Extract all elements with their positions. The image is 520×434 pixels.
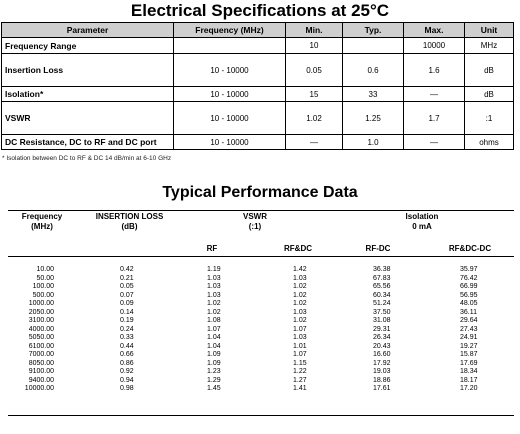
table-cell: 1.19 <box>207 266 221 273</box>
footnote: * Isolation between DC to RF & DC 14 dB/min at 6-10 GHz <box>2 155 172 162</box>
unit-cell: ohms <box>465 135 514 150</box>
table-cell: 2050.00 <box>28 308 54 316</box>
column-iso-rf-dc <box>373 266 403 394</box>
table-cell: 1000.00 <box>28 300 54 307</box>
table-cell: 1.03 <box>293 308 307 316</box>
typ-cell: 1.0 <box>343 135 404 150</box>
unit-cell: dB <box>465 54 514 87</box>
table-cell: 50.00 <box>36 274 54 282</box>
table-cell: 1.07 <box>293 351 307 358</box>
unit-cell: :1 <box>465 102 514 135</box>
table-cell: 29.31 <box>373 325 391 333</box>
table-cell: 35.97 <box>460 266 478 273</box>
table-cell: 26.34 <box>373 334 391 341</box>
table-rule-bottom <box>8 415 514 416</box>
table-cell: 1.07 <box>207 325 221 333</box>
table-cell: 17.92 <box>373 359 391 367</box>
table-cell: 20.43 <box>373 342 391 350</box>
table-cell: 1.04 <box>207 342 221 350</box>
column-vswr-rf <box>207 266 237 394</box>
table-cell: 1.03 <box>293 334 307 341</box>
table-cell: 0.98 <box>120 385 134 392</box>
table-cell: 29.64 <box>460 317 478 324</box>
table-cell: 60.34 <box>373 291 391 299</box>
header-insertion-loss <box>82 212 177 232</box>
max-cell: — <box>404 87 465 102</box>
header-isolation <box>392 212 452 232</box>
table-cell: 500.00 <box>32 291 54 299</box>
table-cell: 0.21 <box>120 274 134 282</box>
header-frequency-label: Frequency <box>21 212 63 221</box>
table-cell: 1.22 <box>293 368 307 375</box>
subheader-rfdc: RF&DC <box>284 244 312 253</box>
table-cell: 27.43 <box>460 325 478 333</box>
table-cell: 1.23 <box>207 368 221 375</box>
table-cell: 0.09 <box>120 300 134 307</box>
spec-title: Electrical Specifications at 25°C <box>130 1 390 20</box>
column-frequency <box>12 266 54 394</box>
header-vswr <box>225 212 285 232</box>
table-cell: 15.87 <box>460 351 478 358</box>
table-cell: 1.09 <box>207 351 221 358</box>
table-cell: 16.60 <box>373 351 391 358</box>
table-cell: 1.27 <box>293 376 307 384</box>
table-cell: 8050.00 <box>28 359 54 367</box>
table-cell: 0.92 <box>120 368 134 375</box>
header-unit: Unit <box>465 23 514 38</box>
header-iso-label: Isolation <box>405 212 439 221</box>
subheader-rf: RF <box>206 244 218 253</box>
min-cell: 1.02 <box>286 102 343 135</box>
column-iso-rfdc-dc <box>460 266 490 394</box>
table-cell: 18.17 <box>460 376 478 384</box>
table-cell: 0.44 <box>120 342 134 350</box>
freq-cell: 10 - 10000 <box>174 102 286 135</box>
param-cell: Frequency Range <box>2 38 174 54</box>
header-typ: Typ. <box>343 23 404 38</box>
header-rule-top <box>8 210 514 211</box>
table-cell: 18.34 <box>460 368 478 375</box>
table-cell: 1.03 <box>207 291 221 299</box>
table-cell: 10000.00 <box>24 385 54 392</box>
unit-cell: dB <box>465 87 514 102</box>
table-cell: 1.02 <box>293 283 307 290</box>
table-cell: 1.02 <box>293 291 307 299</box>
header-frequency-unit: (MHz) <box>31 222 53 231</box>
max-cell: — <box>404 135 465 150</box>
header-max: Max. <box>404 23 465 38</box>
freq-cell: 10 - 10000 <box>174 135 286 150</box>
table-cell: 0.33 <box>120 334 134 341</box>
table-cell: 1.15 <box>293 359 307 367</box>
table-cell: 66.99 <box>460 283 478 290</box>
column-vswr-rfdc <box>293 266 323 394</box>
table-cell: 1.07 <box>293 325 307 333</box>
table-cell: 1.03 <box>207 274 221 282</box>
table-cell: 17.61 <box>373 385 391 392</box>
min-cell: 10 <box>286 38 343 54</box>
param-cell: Isolation* <box>2 87 174 102</box>
table-cell: 19.03 <box>373 368 391 375</box>
table-cell: 1.02 <box>293 317 307 324</box>
table-cell: 0.07 <box>120 291 134 299</box>
table-cell: 18.86 <box>373 376 391 384</box>
header-rule-bottom <box>8 256 514 257</box>
param-cell: VSWR <box>2 102 174 135</box>
subheader-rf-dc: RF-DC <box>365 244 391 253</box>
table-cell: 0.86 <box>120 359 134 367</box>
table-cell: 48.05 <box>460 300 478 307</box>
header-il-unit: (dB) <box>121 222 138 231</box>
table-cell: 0.66 <box>120 351 134 358</box>
typ-cell: 33 <box>343 87 404 102</box>
max-cell: 1.7 <box>404 102 465 135</box>
min-cell: 15 <box>286 87 343 102</box>
table-cell: 17.20 <box>460 385 478 392</box>
table-cell: 9400.00 <box>28 376 54 384</box>
param-cell: DC Resistance, DC to RF and DC port <box>2 135 174 150</box>
subheader-rfdc-dc: RF&DC-DC <box>448 244 492 253</box>
table-cell: 0.19 <box>120 317 134 324</box>
table-cell: 10.00 <box>36 266 54 273</box>
table-cell: 24.91 <box>460 334 478 341</box>
table-cell: 51.24 <box>373 300 391 307</box>
table-cell: 1.01 <box>293 342 307 350</box>
table-cell: 1.08 <box>207 317 221 324</box>
unit-cell: MHz <box>465 38 514 54</box>
table-cell: 0.05 <box>120 283 134 290</box>
typ-cell: 0.6 <box>343 54 404 87</box>
table-cell: 0.94 <box>120 376 134 384</box>
table-cell: 0.24 <box>120 325 134 333</box>
table-cell: 1.42 <box>293 266 307 273</box>
header-iso-unit: 0 mA <box>412 222 432 231</box>
table-cell: 37.50 <box>373 308 391 316</box>
table-cell: 0.14 <box>120 308 134 316</box>
table-cell: 1.04 <box>207 334 221 341</box>
perf-title: Typical Performance Data <box>162 184 358 201</box>
table-cell: 4000.00 <box>28 325 54 333</box>
table-cell: 1.45 <box>207 385 221 392</box>
table-cell: 19.27 <box>460 342 478 350</box>
typ-cell: 1.25 <box>343 102 404 135</box>
freq-cell: 10 - 10000 <box>174 54 286 87</box>
header-frequency <box>12 212 72 232</box>
header-min: Min. <box>286 23 343 38</box>
max-cell: 10000 <box>404 38 465 54</box>
table-cell: 1.02 <box>293 300 307 307</box>
min-cell: — <box>286 135 343 150</box>
table-cell: 76.42 <box>460 274 478 282</box>
table-cell: 0.42 <box>120 266 134 273</box>
table-cell: 1.03 <box>207 283 221 290</box>
table-cell: 7000.00 <box>28 351 54 358</box>
table-cell: 1.02 <box>207 300 221 307</box>
table-cell: 6100.00 <box>28 342 54 350</box>
table-cell: 67.83 <box>373 274 391 282</box>
table-cell: 3100.00 <box>28 317 54 324</box>
header-il-label: INSERTION LOSS <box>95 212 164 221</box>
table-cell: 65.56 <box>373 283 391 290</box>
table-cell: 36.11 <box>460 308 477 316</box>
table-cell: 1.09 <box>207 359 221 367</box>
table-cell: 17.69 <box>460 359 478 367</box>
max-cell: 1.6 <box>404 54 465 87</box>
table-cell: 1.41 <box>293 385 307 392</box>
header-vswr-unit: (:1) <box>248 222 262 231</box>
header-parameter: Parameter <box>2 23 174 38</box>
min-cell: 0.05 <box>286 54 343 87</box>
table-cell: 9100.00 <box>28 368 54 375</box>
table-cell: 1.03 <box>293 274 307 282</box>
table-cell: 5050.00 <box>28 334 54 341</box>
freq-cell: 10 - 10000 <box>174 87 286 102</box>
table-cell: 36.38 <box>373 266 391 273</box>
table-cell: 1.02 <box>207 308 221 316</box>
table-cell: 56.95 <box>460 291 478 299</box>
table-cell: 100.00 <box>32 283 54 290</box>
header-frequency: Frequency (MHz) <box>174 23 286 38</box>
header-vswr-label: VSWR <box>243 212 267 221</box>
column-insertion-loss <box>120 266 150 394</box>
table-cell: 1.29 <box>207 376 221 384</box>
table-cell: 31.08 <box>373 317 391 324</box>
param-cell: Insertion Loss <box>2 54 174 87</box>
